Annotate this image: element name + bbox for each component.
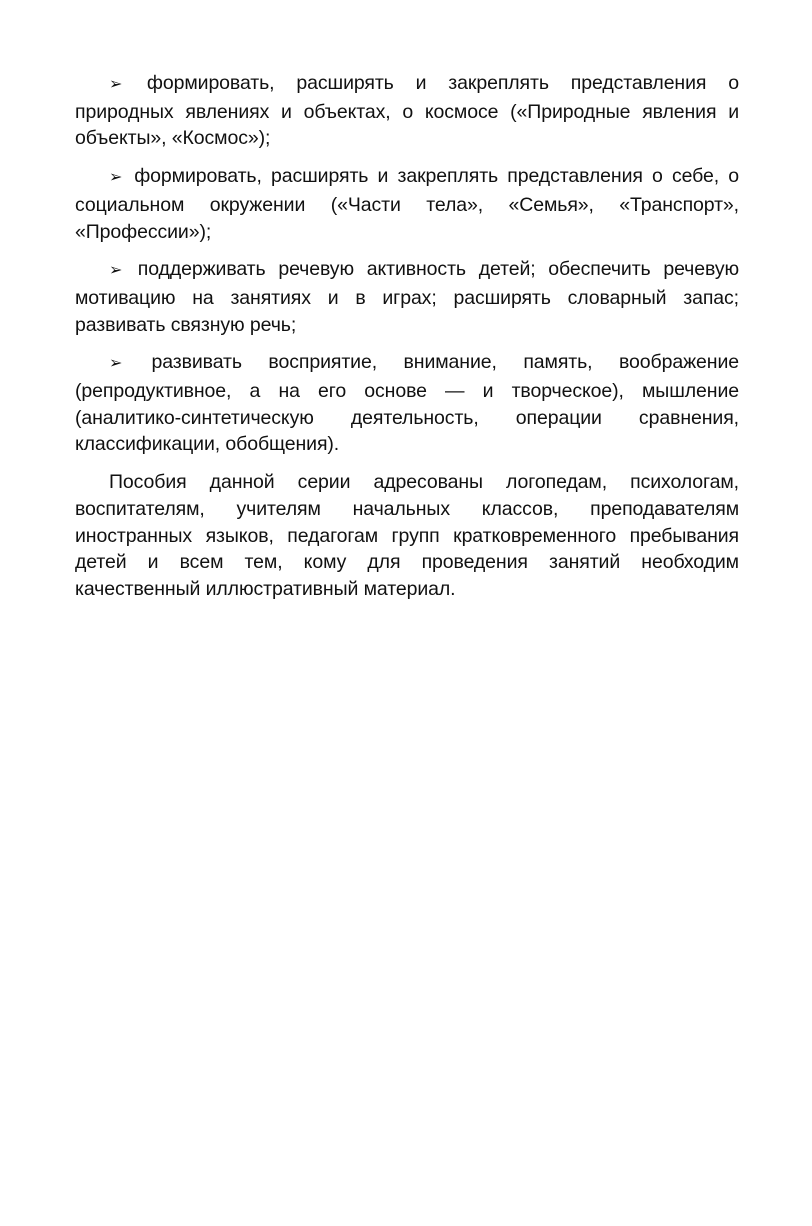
document-page bbox=[75, 70, 739, 614]
bullet-text-2: формировать, расширять и закреплять представления о себе, о социальном окружении («Части тела», «Семья», «Транспорт», «Профессии»); bbox=[75, 165, 739, 243]
bullet-paragraph-2 bbox=[75, 163, 739, 245]
arrow-bullet-icon: ➢ bbox=[109, 262, 123, 280]
bullet-text-4: развивать восприятие, внимание, память, воображение (репродуктивное, а на его основе — и творческое), мышление (аналитико-синтетическую деятельность, операции сравнения, классификации, обобщения). bbox=[75, 351, 739, 456]
arrow-bullet-icon: ➢ bbox=[109, 169, 123, 187]
arrow-bullet-icon: ➢ bbox=[109, 355, 123, 373]
bullet-paragraph-1 bbox=[75, 70, 739, 152]
bullet-paragraph-3 bbox=[75, 256, 739, 338]
bullet-paragraph-4 bbox=[75, 349, 739, 458]
bullet-text-1: формировать, расширять и закреплять представления о природных явлениях и объектах, о космосе («Природные явления и объекты», «Космос»); bbox=[75, 72, 739, 150]
bullet-text-3: поддерживать речевую активность детей; обеспечить речевую мотивацию на занятиях и в играх; расширять словарный запас; развивать связную речь; bbox=[75, 258, 739, 336]
arrow-bullet-icon: ➢ bbox=[109, 76, 123, 93]
closing-paragraph: Пособия данной серии адресованы логопедам, психологам, воспитателям, учителям начальных классов, преподавателям иностранных языков, педагогам групп кратковременного пребывания детей и всем тем, кому для проведения занятий необходим качественный иллюстративный материал. bbox=[75, 471, 739, 600]
